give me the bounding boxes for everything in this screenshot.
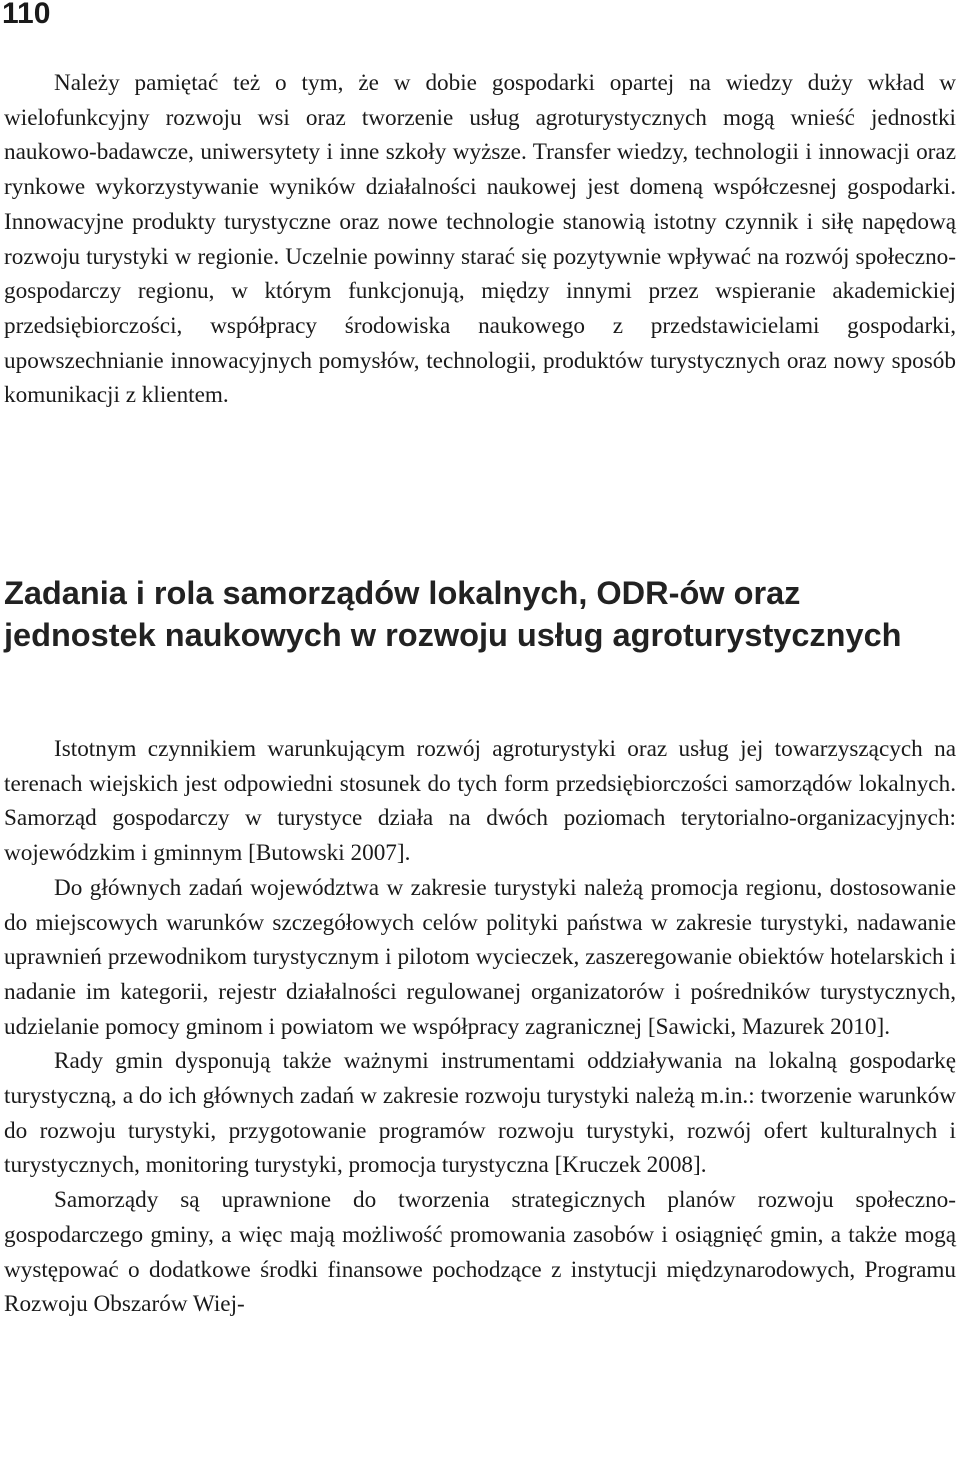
paragraph-local-government: Istotnym czynnikiem warunkującym rozwój agroturystyki oraz usług jej towarzyszących na terenach wiejskich jest odpowiedni stosunek do tych form przedsiębiorczości samorządów lokalnych. Samorząd gospodarczy w turystyce działa na dwóch poziomach terytorialno-organizacyjnych: wojewódzkim i gminnym [Butowski 2007]. (4, 736, 956, 867)
section-heading: Zadania i rola samorządów lokalnych, ODR-ów oraz jednostek naukowych w rozwoju usług agroturystycznych (4, 575, 902, 653)
intro-paragraph: Należy pamiętać też o tym, że w dobie gospodarki opartej na wiedzy duży wkład w wielofunkcyjny rozwoju wsi oraz tworzenie usług agroturystycznych mogą wnieść jednostki naukowo-badawcze, uniwersytety i inne szkoły wyższe. Transfer wiedzy, technologii i innowacji oraz rynkowe wykorzystywanie wyników działalności naukowej jest domeną współczesnej gospodarki. Innowacyjne produkty turystyczne oraz nowe technologie stanowią istotny czynnik i siłę napędową rozwoju turystyki w regionie. Uczelnie powinny starać się pozytywnie wpływać na rozwój społeczno-gospodarczy regionu, w którym funkcjonują, między innymi przez wspieranie akademickiej przedsiębiorczości, współpracy środowiska naukowego z przedstawicielami gospodarki, upowszechnianie innowacyjnych pomysłów, technologii, produktów turystycznych oraz nowy sposób komunikacji z klientem. (4, 70, 956, 409)
section-body (4, 732, 956, 1322)
intro-section (4, 66, 956, 413)
paragraph-municipal-councils: Rady gmin dysponują także ważnymi instrumentami oddziaływania na lokalną gospodarkę turystyczną, a do ich głównych zadań w zakresie rozwoju turystyki należą m.in.: tworzenie warunków do rozwoju turystyki, przygotowanie programów rozwoju turystyki, rozwój ofert kulturalnych i turystycznych, monitoring turystyki, promocja turystyczna [Kruczek 2008]. (4, 1048, 956, 1179)
paragraph-voivodeship-tasks: Do głównych zadań województwa w zakresie turystyki należą promocja regionu, dostosowanie do miejscowych warunków szczegółowych celów polityki państwa w zakresie turystyki, nadawanie uprawnień przewodnikom turystycznym i pilotom wycieczek, zaszeregowanie obiektów hotelarskich i nadanie im kategorii, rejestr działalności regulowanej organizatorów i pośredników turystycznych, udzielanie pomocy gminom i powiatom we współpracy zagranicznej [Sawicki, Mazurek 2010]. (4, 874, 956, 1040)
page-number: 110 (2, 0, 51, 30)
paragraph-strategic-plans: Samorządy są uprawnione do tworzenia strategicznych planów rozwoju społeczno-gospodarczego gminy, a więc mają możliwość promowania zasobów i osiągnięć gmin, a także mogą występować o dodatkowe środki finansowe pochodzące z instytucji międzynarodowych, Programu Rozwoju Obszarów Wiej- (4, 1187, 956, 1318)
